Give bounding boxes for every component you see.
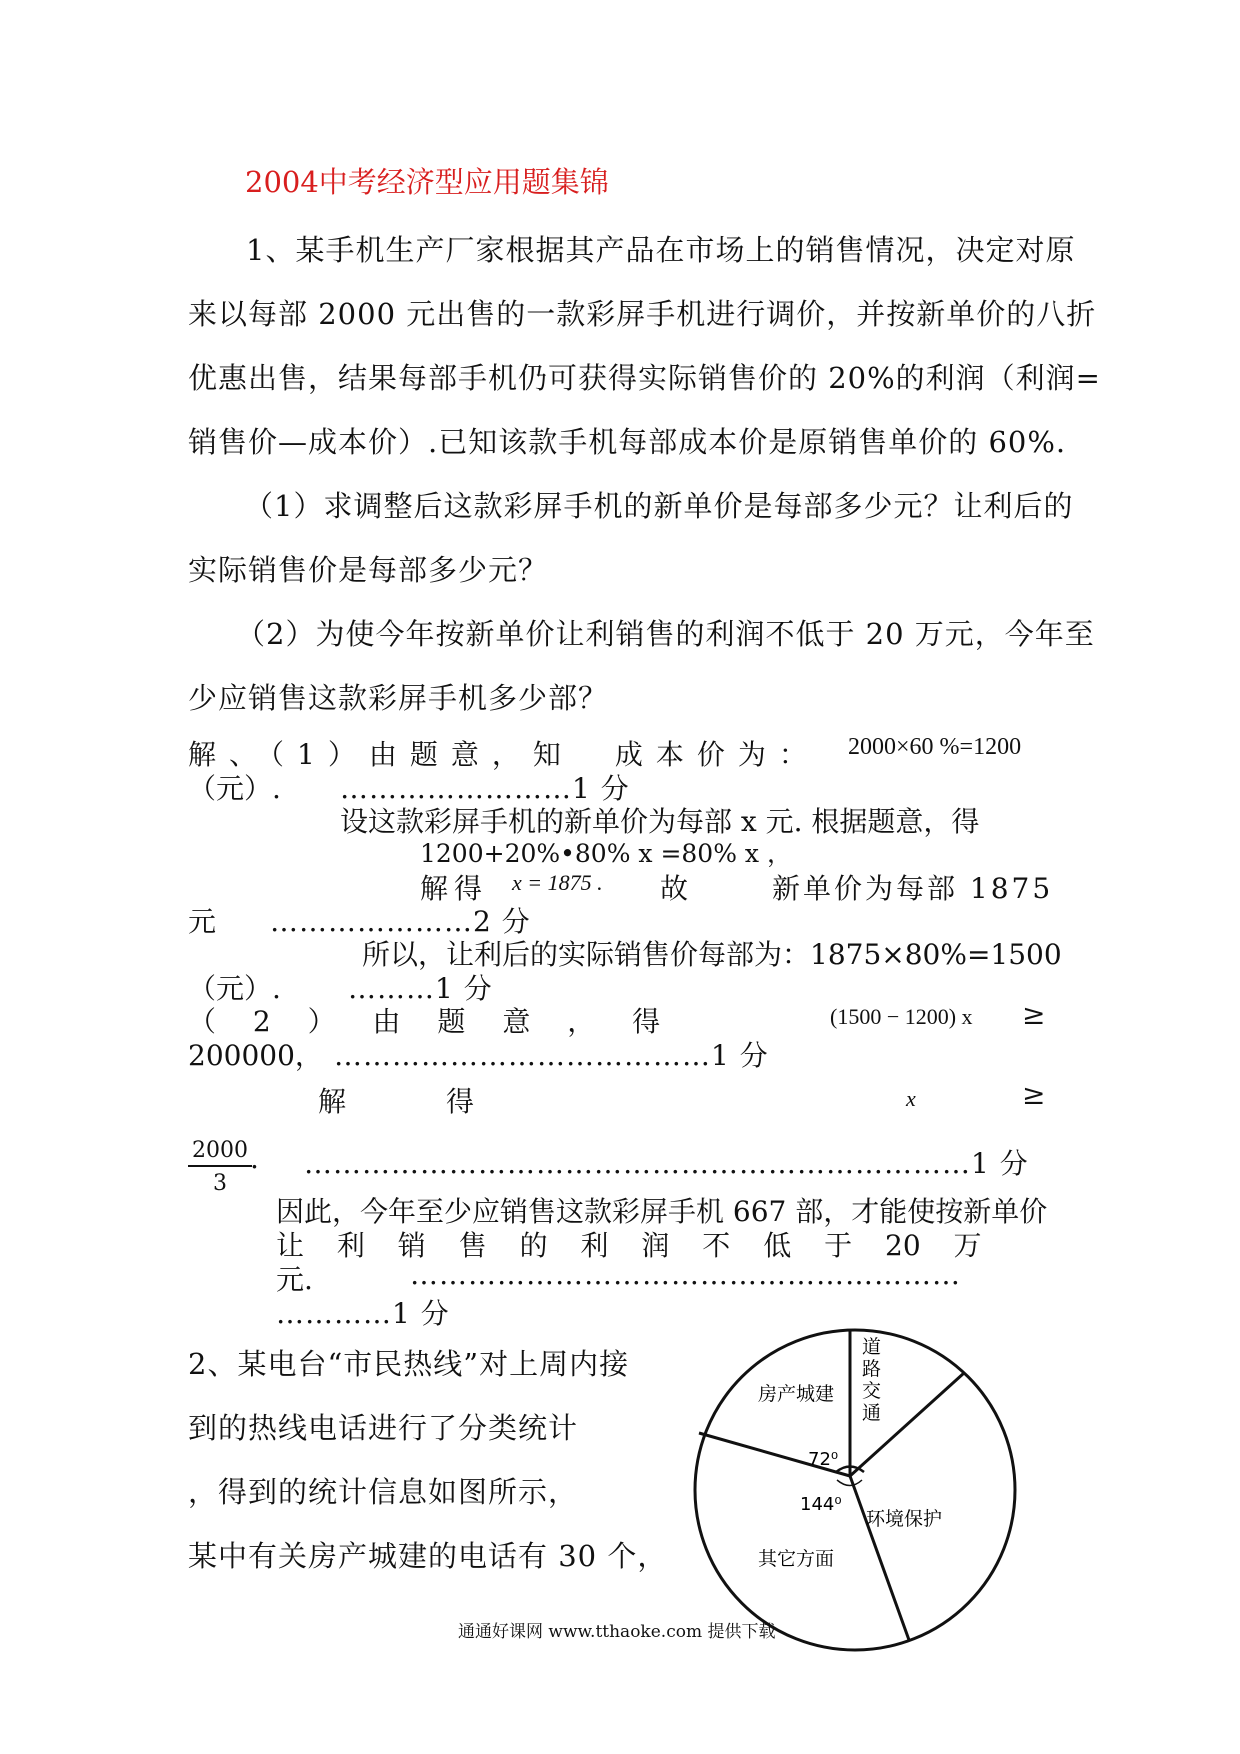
solution-line: 解得 bbox=[420, 872, 489, 905]
solution-line: 因此，今年至少应销售这款彩屏手机 667 部，才能使按新单价 bbox=[276, 1195, 1048, 1228]
q2-line: 到的热线电话进行了分类统计 bbox=[188, 1411, 579, 1445]
fraction bbox=[188, 1138, 252, 1196]
q2-line: 2、某电台“市民热线”对上周内接 bbox=[188, 1347, 630, 1381]
solution-line: 让 利 销 售 的 利 润 不 低 于 20 万 bbox=[276, 1229, 982, 1262]
q2-line: ，得到的统计信息如图所示， bbox=[188, 1475, 579, 1509]
slice-label-char: 道 bbox=[862, 1336, 882, 1358]
solution-line: 故 bbox=[660, 872, 689, 905]
geq-sign: ≥ bbox=[1022, 998, 1046, 1031]
q1-line: 销售价—成本价）.已知该款手机每部成本价是原销售单价的 60%. bbox=[188, 425, 1067, 459]
fraction-denominator: 3 bbox=[213, 1171, 227, 1196]
fraction-numerator: 2000 bbox=[188, 1138, 252, 1167]
solution-line: （ 2 ） 由 题 意 ， 得 bbox=[188, 1005, 661, 1038]
variable-x: x bbox=[906, 1086, 916, 1111]
slice-label-other: 其它方面 bbox=[758, 1548, 835, 1570]
angle-arc bbox=[837, 1480, 862, 1486]
q1-sub1-line: （1）求调整后这款彩屏手机的新单价是每部多少元？让利后的 bbox=[244, 489, 1074, 523]
solution-line: 所以，让利后的实际销售价每部为：1875×80%=1500 bbox=[362, 938, 1062, 971]
pie-divider bbox=[850, 1476, 909, 1640]
solution-line: 解、（1）由题意，知 成本价为： bbox=[188, 738, 820, 771]
q1-line: 来以每部 2000 元出售的一款彩屏手机进行调价，并按新单价的八折 bbox=[188, 297, 1097, 331]
q1-line: 优惠出售，结果每部手机仍可获得实际销售价的 20%的利润（利润= bbox=[188, 361, 1101, 395]
q1-sub2-line: 少应销售这款彩屏手机多少部？ bbox=[188, 681, 609, 715]
score-dots: …………………………………1 分 bbox=[334, 1039, 769, 1072]
slice-label-char: 通 bbox=[862, 1402, 882, 1424]
slice-label-char: 路 bbox=[862, 1358, 882, 1380]
solution-line: 设这款彩屏手机的新单价为每部 x 元. 根据题意，得 bbox=[340, 805, 980, 838]
score-dots: ……………………1 分 bbox=[340, 772, 630, 805]
pie-chart bbox=[690, 1325, 1020, 1655]
solution-line: 新单价为每部 1875 bbox=[772, 872, 1054, 905]
solution-line: （元）. bbox=[188, 772, 281, 805]
solution-line: 解 bbox=[318, 1085, 347, 1118]
slice-label-environment: 环境保护 bbox=[866, 1508, 943, 1530]
score-dots: ……………………………………………………………1 分 bbox=[304, 1147, 1029, 1180]
score-dots: ………………………………………………… bbox=[410, 1258, 961, 1291]
slice-label-traffic bbox=[862, 1336, 881, 1424]
solution-line: 得 bbox=[446, 1085, 475, 1118]
solution-formula: 2000×60 %=1200 bbox=[848, 734, 1022, 760]
q2-line: 某中有关房产城建的电话有 30 个， bbox=[188, 1539, 668, 1573]
slice-label-char: 交 bbox=[862, 1380, 882, 1402]
page-title: 2004中考经济型应用题集锦 bbox=[245, 165, 609, 199]
solution-line: （元）. bbox=[188, 972, 281, 1005]
solution-line: 200000， bbox=[188, 1039, 323, 1072]
solution-inequality: (1500 − 1200) x bbox=[830, 1004, 973, 1029]
solution-line: 元 bbox=[188, 905, 217, 938]
q1-line: 1、某手机生产厂家根据其产品在市场上的销售情况，决定对原 bbox=[246, 233, 1076, 267]
page-footer: 通通好课网 www.tthaoke.com 提供下载 bbox=[458, 1622, 776, 1642]
angle-label-72: 72⁰ bbox=[808, 1449, 839, 1470]
q1-sub2-line: （2）为使今年按新单价让利销售的利润不低于 20 万元，今年至 bbox=[236, 617, 1095, 651]
solution-equation: 1200+20%•80% x =80% x ， bbox=[420, 839, 792, 868]
solution-line: 元. bbox=[276, 1263, 313, 1296]
solution-equation: x = 1875 . bbox=[512, 870, 603, 895]
angle-label-144: 144⁰ bbox=[800, 1494, 842, 1515]
solution-line: . bbox=[250, 1142, 259, 1175]
score-dots: ………1 分 bbox=[348, 972, 493, 1005]
q1-sub1-line: 实际销售价是每部多少元？ bbox=[188, 553, 549, 587]
slice-label-housing: 房产城建 bbox=[758, 1383, 835, 1405]
geq-sign: ≥ bbox=[1022, 1078, 1046, 1111]
score-dots: …………………2 分 bbox=[270, 905, 531, 938]
score-dots: …………1 分 bbox=[276, 1297, 450, 1330]
